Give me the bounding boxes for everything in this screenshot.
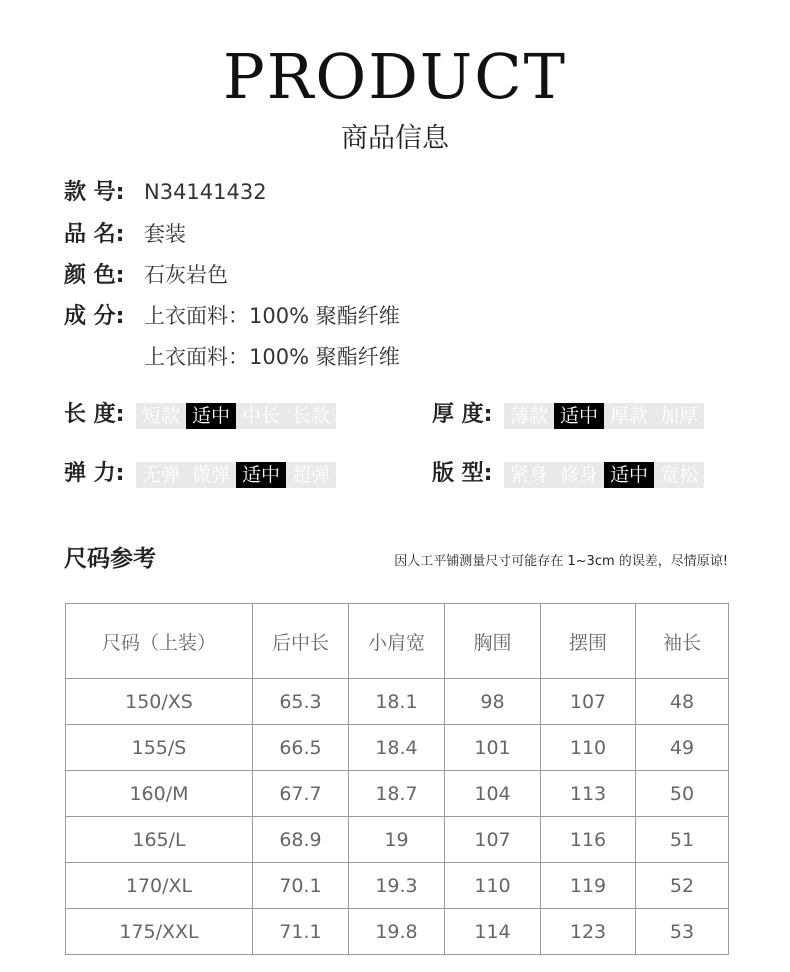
table-cell: 65.3 xyxy=(253,679,349,725)
table-cell: 175/XXL xyxy=(66,909,253,955)
attr-label: 长 度: xyxy=(64,402,125,427)
info-value: 上衣面料：100% 聚酯纤维 xyxy=(144,345,400,369)
table-cell: 67.7 xyxy=(253,771,349,817)
table-cell: 71.1 xyxy=(253,909,349,955)
table-row xyxy=(66,909,729,955)
attr-thickness xyxy=(432,401,704,429)
option-group xyxy=(136,462,336,488)
table-cell: 70.1 xyxy=(253,863,349,909)
table-cell: 52 xyxy=(636,863,729,909)
option-chip: 长款 xyxy=(292,405,331,427)
table-cell: 98 xyxy=(445,679,541,725)
option-chip: 超弹 xyxy=(292,464,331,486)
option-chip: 短款 xyxy=(142,405,181,427)
table-row xyxy=(66,771,729,817)
table-cell: 107 xyxy=(541,679,636,725)
attr-label: 弹 力: xyxy=(64,461,125,486)
table-cell: 119 xyxy=(541,863,636,909)
info-row-style-number xyxy=(64,178,267,207)
table-cell: 19.3 xyxy=(349,863,445,909)
column-header: 摆围 xyxy=(541,604,636,679)
size-table-header xyxy=(66,604,729,679)
table-cell: 66.5 xyxy=(253,725,349,771)
option-chip: 紧身 xyxy=(510,464,549,486)
table-row xyxy=(66,863,729,909)
option-chip: 微弹 xyxy=(192,464,231,486)
info-label: 成 分: xyxy=(64,304,125,329)
table-cell: 18.4 xyxy=(349,725,445,771)
table-cell: 104 xyxy=(445,771,541,817)
info-row-product-name xyxy=(64,220,186,249)
attr-label: 版 型: xyxy=(432,461,493,486)
table-cell: 68.9 xyxy=(253,817,349,863)
column-header: 后中长 xyxy=(253,604,349,679)
info-row-color xyxy=(64,261,228,290)
option-group xyxy=(504,403,704,429)
attr-label: 厚 度: xyxy=(432,402,493,427)
table-cell: 110 xyxy=(541,725,636,771)
option-chip: 适中 xyxy=(236,462,286,488)
info-label: 品 名: xyxy=(64,222,125,247)
attr-elasticity xyxy=(64,460,336,488)
option-chip: 加厚 xyxy=(660,405,699,427)
table-cell: 113 xyxy=(541,771,636,817)
column-header: 胸围 xyxy=(445,604,541,679)
table-cell: 160/M xyxy=(66,771,253,817)
table-cell: 101 xyxy=(445,725,541,771)
option-chip: 适中 xyxy=(554,403,604,429)
table-row xyxy=(66,679,729,725)
option-group xyxy=(504,462,704,488)
column-header: 袖长 xyxy=(636,604,729,679)
table-cell: 19.8 xyxy=(349,909,445,955)
option-chip: 无弹 xyxy=(142,464,181,486)
info-row-composition-2 xyxy=(64,343,400,371)
size-section-title: 尺码参考 xyxy=(64,546,156,572)
table-cell: 114 xyxy=(445,909,541,955)
table-cell: 155/S xyxy=(66,725,253,771)
table-cell: 123 xyxy=(541,909,636,955)
table-cell: 110 xyxy=(445,863,541,909)
table-cell: 165/L xyxy=(66,817,253,863)
table-cell: 19 xyxy=(349,817,445,863)
option-chip: 宽松 xyxy=(660,464,699,486)
column-header: 尺码（上装） xyxy=(66,604,253,679)
table-cell: 18.1 xyxy=(349,679,445,725)
table-cell: 48 xyxy=(636,679,729,725)
attr-fit xyxy=(432,460,704,488)
table-row xyxy=(66,725,729,771)
table-cell: 18.7 xyxy=(349,771,445,817)
measurement-note: 因人工平铺测量尺寸可能存在 1~3cm 的误差，尽情原谅! xyxy=(394,554,728,569)
info-label: 颜 色: xyxy=(64,263,125,288)
info-value: 套装 xyxy=(144,222,186,246)
option-chip: 薄款 xyxy=(510,405,549,427)
option-chip: 适中 xyxy=(604,462,654,488)
option-chip: 适中 xyxy=(186,403,236,429)
option-group xyxy=(136,403,336,429)
attr-length xyxy=(64,401,336,429)
info-value: N34141432 xyxy=(144,180,267,204)
table-cell: 107 xyxy=(445,817,541,863)
table-cell: 49 xyxy=(636,725,729,771)
option-chip: 修身 xyxy=(560,464,599,486)
table-cell: 150/XS xyxy=(66,679,253,725)
info-label: 款 号: xyxy=(64,180,125,205)
page-title: PRODUCT xyxy=(223,40,567,113)
table-cell: 51 xyxy=(636,817,729,863)
option-chip: 中长 xyxy=(242,405,281,427)
option-chip: 厚款 xyxy=(610,405,649,427)
info-value: 上衣面料：100% 聚酯纤维 xyxy=(144,304,400,328)
table-cell: 170/XL xyxy=(66,863,253,909)
table-cell: 116 xyxy=(541,817,636,863)
size-table-body xyxy=(66,679,729,955)
info-row-composition xyxy=(64,302,400,331)
table-cell: 50 xyxy=(636,771,729,817)
column-header: 小肩宽 xyxy=(349,604,445,679)
size-table xyxy=(65,603,729,955)
table-cell: 53 xyxy=(636,909,729,955)
table-row xyxy=(66,817,729,863)
page-subtitle: 商品信息 xyxy=(341,123,449,154)
info-value: 石灰岩色 xyxy=(144,263,228,287)
